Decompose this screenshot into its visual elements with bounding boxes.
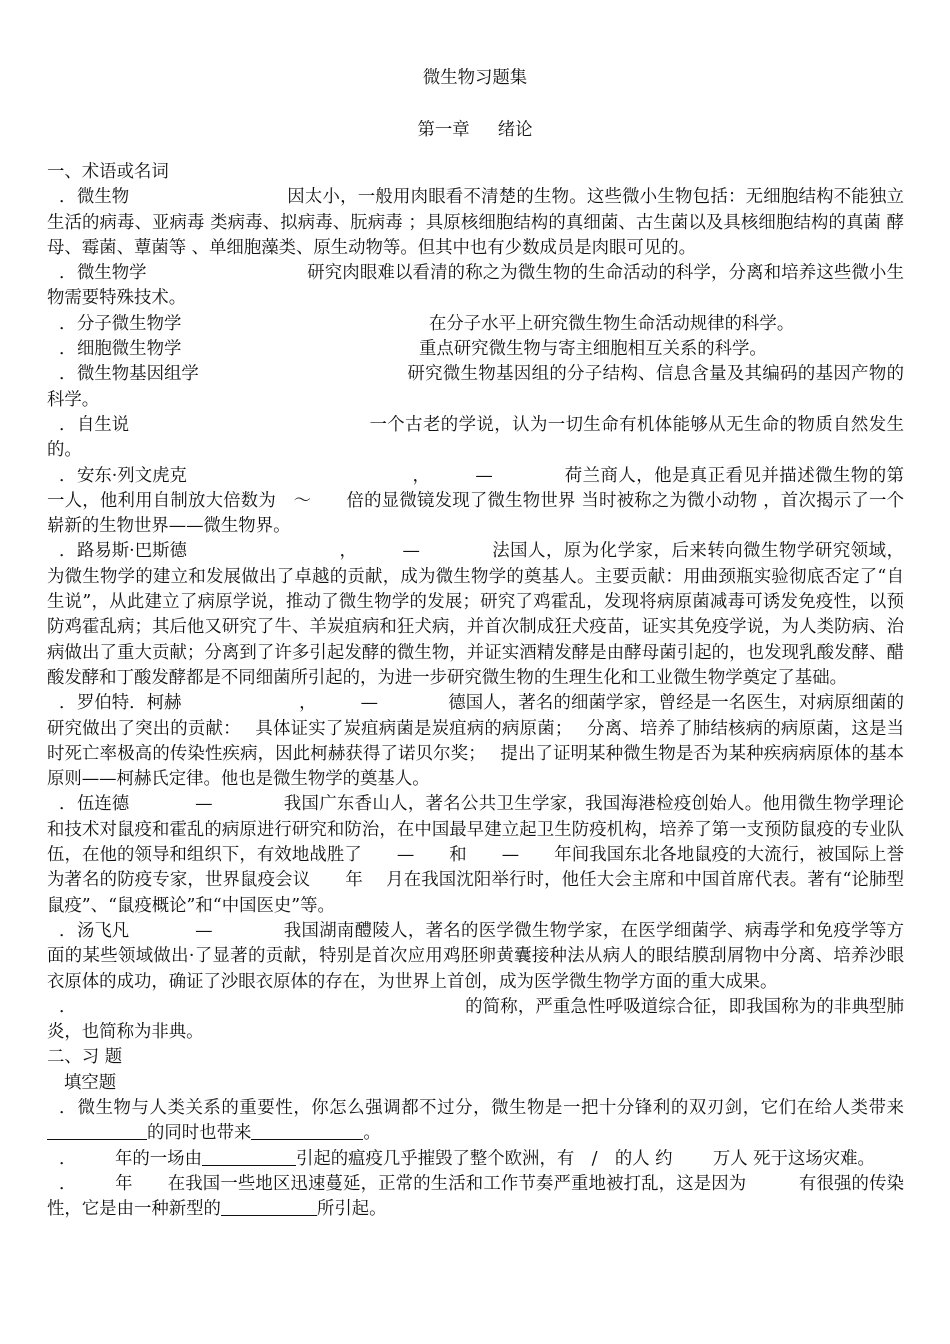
entry-term: 汤飞凡 xyxy=(77,920,130,941)
question-text: 引起的瘟疫几乎摧毁了整个欧洲，有 / 的人 约 万人 死于这场灾难。 xyxy=(295,1148,875,1169)
subheading-fill-blank: 填空题 xyxy=(64,1072,117,1093)
entry-number: ． xyxy=(59,541,77,562)
entry-term: 伍连德 xyxy=(77,794,130,815)
entry-number: ． xyxy=(59,414,77,435)
entry-term: 分子微生物学 xyxy=(77,313,182,334)
entry-definition: 的简称，严重急性呼吸道综合征，即我国称为的非典型肺炎，也简称为非典。 xyxy=(47,996,904,1043)
entry-number: ． xyxy=(59,794,77,815)
term-entry xyxy=(47,792,904,918)
term-entry xyxy=(47,413,904,464)
entry-term: 罗伯特．柯赫 xyxy=(77,693,182,714)
question-text: 年 在我国一些地区迅速蔓延，正常的生活和工作节奏严重地被打乱，这是因为 有很强的传染性，它是由一种新型的 xyxy=(47,1173,904,1220)
chapter-name: 绪论 xyxy=(497,120,533,140)
term-entry xyxy=(47,919,904,995)
answer-blank[interactable] xyxy=(202,1147,296,1166)
entry-number: ． xyxy=(59,187,77,208)
document-body xyxy=(47,160,904,1222)
entry-term: 细胞微生物学 xyxy=(77,339,182,360)
entry-definition: 一个古老的学说，认为一切生命有机体能够从无生命的物质自然发生的。 xyxy=(47,414,904,461)
term-entry xyxy=(47,312,904,337)
entry-term: 微生物学 xyxy=(77,263,147,284)
entry-number: ． xyxy=(59,263,77,284)
question-text: 年的一场由 xyxy=(115,1148,202,1169)
entry-term: 路易斯·巴斯德 xyxy=(77,541,187,562)
entry-definition: ， — 德国人，著名的细菌学家，曾经是一名医生，对病原细菌的研究做出了突出的贡献： 具体证实了炭疽病菌是炭疽病的病原菌； 分离、培养了肺结核病的病原菌，这是当时死亡率极高的传染性疾病，因此柯赫获得了诺贝尔奖； 提出了证明某种微生物是否为某种疾病病原体的基本原则——柯赫氏定律。他也是微生物学的奠基人。 xyxy=(47,693,904,790)
term-entry xyxy=(47,691,904,792)
section-heading-terms: 一、术语或名词 xyxy=(47,162,169,182)
answer-blank[interactable] xyxy=(221,1197,317,1216)
entry-definition: 研究肉眼难以看清的称之为微生物的生命活动的科学，分离和培养这些微小生物需要特殊技术。 xyxy=(47,263,904,309)
question-number: ． xyxy=(59,1097,77,1118)
question-text: 的同时也带来 xyxy=(147,1123,252,1144)
term-entry xyxy=(47,464,904,540)
entry-term: 自生说 xyxy=(77,414,130,435)
document-title: 微生物习题集 xyxy=(422,68,528,88)
term-entry xyxy=(47,362,904,413)
question-text: 。 xyxy=(363,1123,381,1144)
term-entry xyxy=(47,185,904,261)
question-text: 所引起。 xyxy=(316,1199,387,1220)
entry-number: ． xyxy=(59,313,77,334)
entry-number: ． xyxy=(59,996,77,1017)
entry-definition: — 我国湖南醴陵人，著名的医学微生物学家，在医学细菌学、病毒学和免疫学等方面的某些领域做出·了显著的贡献，特别是首次应用鸡胚卵黄囊接种法从病人的眼结膜刮屑物中分离、培养沙眼衣原体的成功，确证了沙眼衣原体的存在，为世界上首创，成为医学微生物学方面的重大成果。 xyxy=(47,920,904,992)
question-number: ． xyxy=(59,1173,77,1194)
entry-definition: 因太小，一般用肉眼看不清楚的生物。这些微小生物包括：无细胞结构不能独立生活的病毒、亚病毒 类病毒、拟病毒、朊病毒 ；具原核细胞结构的真细菌、古生菌以及具核细胞结构的真菌 酵母、霉菌、蕈菌等 、单细胞藻类、原生动物等。但其中也有少数成员是肉眼可见的。 xyxy=(47,187,904,258)
entry-number: ． xyxy=(59,339,77,360)
entry-number: ． xyxy=(59,693,77,714)
entry-number: ． xyxy=(59,364,77,385)
term-entry xyxy=(47,995,904,1046)
entry-term: 微生物 xyxy=(77,187,130,208)
entry-term: 微生物基因组学 xyxy=(77,364,199,385)
entry-number: ． xyxy=(59,920,77,941)
term-entry xyxy=(47,337,904,362)
question-item xyxy=(47,1096,904,1147)
entry-term: 安东·列文虎克 xyxy=(77,465,187,486)
term-entry xyxy=(47,261,904,312)
entry-definition: ， — 法国人，原为化学家，后来转向微生物学研究领域，为微生物学的建立和发展做出了卓越的贡献，成为微生物学的奠基人。主要贡献：用曲颈瓶实验彻底否定了“自生说”，从此建立了病原学说，推动了微生物学的发展；研究了鸡霍乱，发现将病原菌减毒可诱发免疫性，以预防鸡霍乱病；其后他又研究了牛、羊炭疽病和狂犬病，并首次制成狂犬疫苗，证实其免疫学说，为人类防病、治病做出了重大贡献；分离到了许多引起发酵的微生物，并证实酒精发酵是由酵母菌引起的，也发现乳酸发酵、醋酸发酵和丁酸发酵都是不同细菌所引起的，为进一步研究微生物的生理生化和工业微生物学奠定了基础。 xyxy=(47,541,904,688)
entry-definition: 重点研究微生物与寄主细胞相互关系的科学。 xyxy=(419,339,767,360)
question-item xyxy=(47,1147,904,1172)
question-number: ． xyxy=(59,1148,77,1169)
entry-definition: 研究微生物基因组的分子结构、信息含量及其编码的基因产物的科学。 xyxy=(47,364,904,410)
answer-blank[interactable] xyxy=(251,1121,363,1140)
section-heading-exercises: 二、习 题 xyxy=(47,1047,123,1068)
answer-blank[interactable] xyxy=(47,1121,147,1140)
term-entry xyxy=(47,539,904,691)
chapter-label: 第一章 xyxy=(417,120,470,140)
question-item xyxy=(47,1172,904,1223)
entry-number: ． xyxy=(59,465,77,486)
chapter-heading xyxy=(0,115,950,140)
entry-definition: 在分子水平上研究微生物生命活动规律的科学。 xyxy=(429,313,795,334)
entry-definition: — 我国广东香山人，著名公共卫生学家，我国海港检疫创始人。他用微生物学理论和技术对鼠疫和霍乱的病原进行研究和防治，在中国最早建立起卫生防疫机构，培养了第一支预防鼠疫的专业队伍，在他的领导和组织下，有效地战胜了 — 和 — 年间我国东北各地鼠疫的大流行，被国际上誉为著名的防疫专家，世界鼠疫会议 年 月在我国沈阳举行时，他任大会主席和中国首席代表。著有“论肺型鼠疫”、“鼠疫概论”和“中国医史”等。 xyxy=(47,794,904,916)
question-text: 微生物与人类关系的重要性，你怎么强调都不过分，微生物是一把十分锋利的双刃剑，它们在给人类带来 xyxy=(77,1097,904,1118)
entry-definition: ， — 荷兰商人，他是真正看见并描述微生物的第一人，他利用自制放大倍数为 ～ 倍的显微镜发现了微生物世界 当时被称之为微小动物 ，首次揭示了一个崭新的生物世界——微生物界。 xyxy=(47,465,904,537)
